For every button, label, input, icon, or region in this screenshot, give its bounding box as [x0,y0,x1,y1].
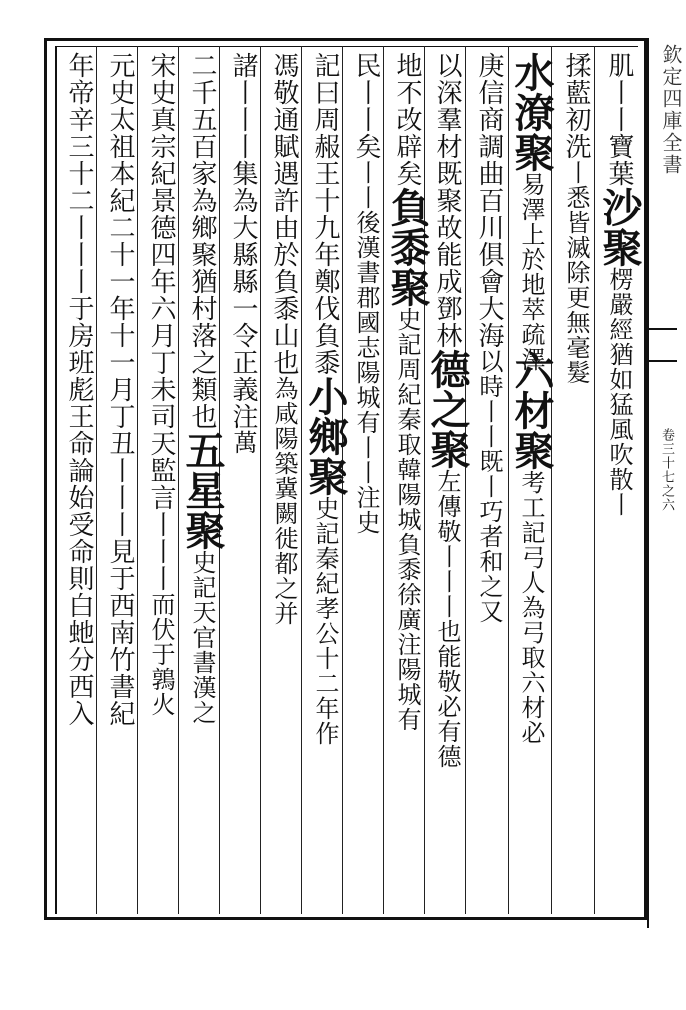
text-column [179,52,226,912]
column-text: 民丨丨矣 [351,52,381,160]
column-text: 揉藍初洗 [561,52,591,160]
column-text: 考工記弓人為弓取六材必 [517,470,545,745]
text-column [384,52,431,912]
column-text: 丨悉皆滅除更無毫髮 [562,160,590,385]
column-text: 丨丨後漢書郡國志陽城有丨丨注史 [352,160,380,535]
column-text: 萬 [229,430,257,455]
column-text: 諸丨丨丨集為大縣縣一令正義注 [228,52,258,430]
column-text: 史記周紀秦取韓陽城負黍徐廣注陽城有 [393,307,421,732]
column-text: 史記秦紀孝公十二年作 [311,496,339,746]
margin-volume-label: 卷三十七之六 [659,428,674,512]
text-column [347,52,385,912]
entry-heading: 負黍聚 [384,187,431,307]
column-text: 楞嚴經猶如猛風吹散丨 [605,267,633,517]
margin-running-title: 欽定四庫全書 [659,44,683,176]
text-column-fragment [428,770,466,910]
column-text: 以深羣材既聚故能成鄧林 [432,52,462,349]
column-text: 易澤上於地萃疏澤 [517,172,545,372]
text-column [101,52,139,912]
column-text: 以時丨丨既丨巧者和之又 [475,349,503,624]
column-text: 史記天官書漢之 [188,550,216,725]
entry-heading: 六材聚 [508,350,555,470]
text-column [470,52,508,912]
text-column [265,52,303,912]
column-text: 為咸陽築冀闕徙都之并 [270,376,298,626]
margin-fishtail [649,328,677,362]
text-column [302,52,349,912]
book-margin [647,38,683,928]
column-text: 年帝辛三十二丨丨丨于房班彪王命論始受命則白虵分西入 [64,52,94,727]
column-text: 地不改辟矣 [392,52,422,187]
text-column [557,52,595,912]
column-text: 庚信商調曲百川俱會大海 [474,52,504,349]
entry-heading: 小鄉聚 [302,376,349,496]
text-column [142,52,180,912]
column-rule [508,46,509,914]
text-column-fragment [19,0,57,1]
text-column [508,350,555,910]
column-text: 記曰周赧王十九年鄭伐負黍 [310,52,340,376]
entry-heading: 德之聚 [424,349,471,469]
text-column [224,52,262,912]
entry-heading: 五星聚 [179,430,226,550]
column-text: 肌丨丨寶葉 [604,52,634,187]
column-text: 而伏于鶉火 [147,592,175,717]
column-text: 元史太祖本紀二十一年十一月丁丑丨丨丨見于西南竹書紀 [105,52,135,727]
entry-heading: 水潦聚 [508,52,555,172]
text-column [60,52,98,912]
column-text: 左傳敬丨丨丨也能敬必有德 [433,469,461,769]
column-text: 馮敬通賦遇許由於負黍山也 [269,52,299,376]
column-rule [551,46,552,914]
entry-heading: 沙聚 [596,187,643,267]
text-column [596,52,643,912]
column-text: 二千五百家為鄉聚猶村落之類也 [187,52,217,430]
column-text: 宋史真宗紀景德四年六月丁未司天監言丨丨丨 [146,52,176,592]
